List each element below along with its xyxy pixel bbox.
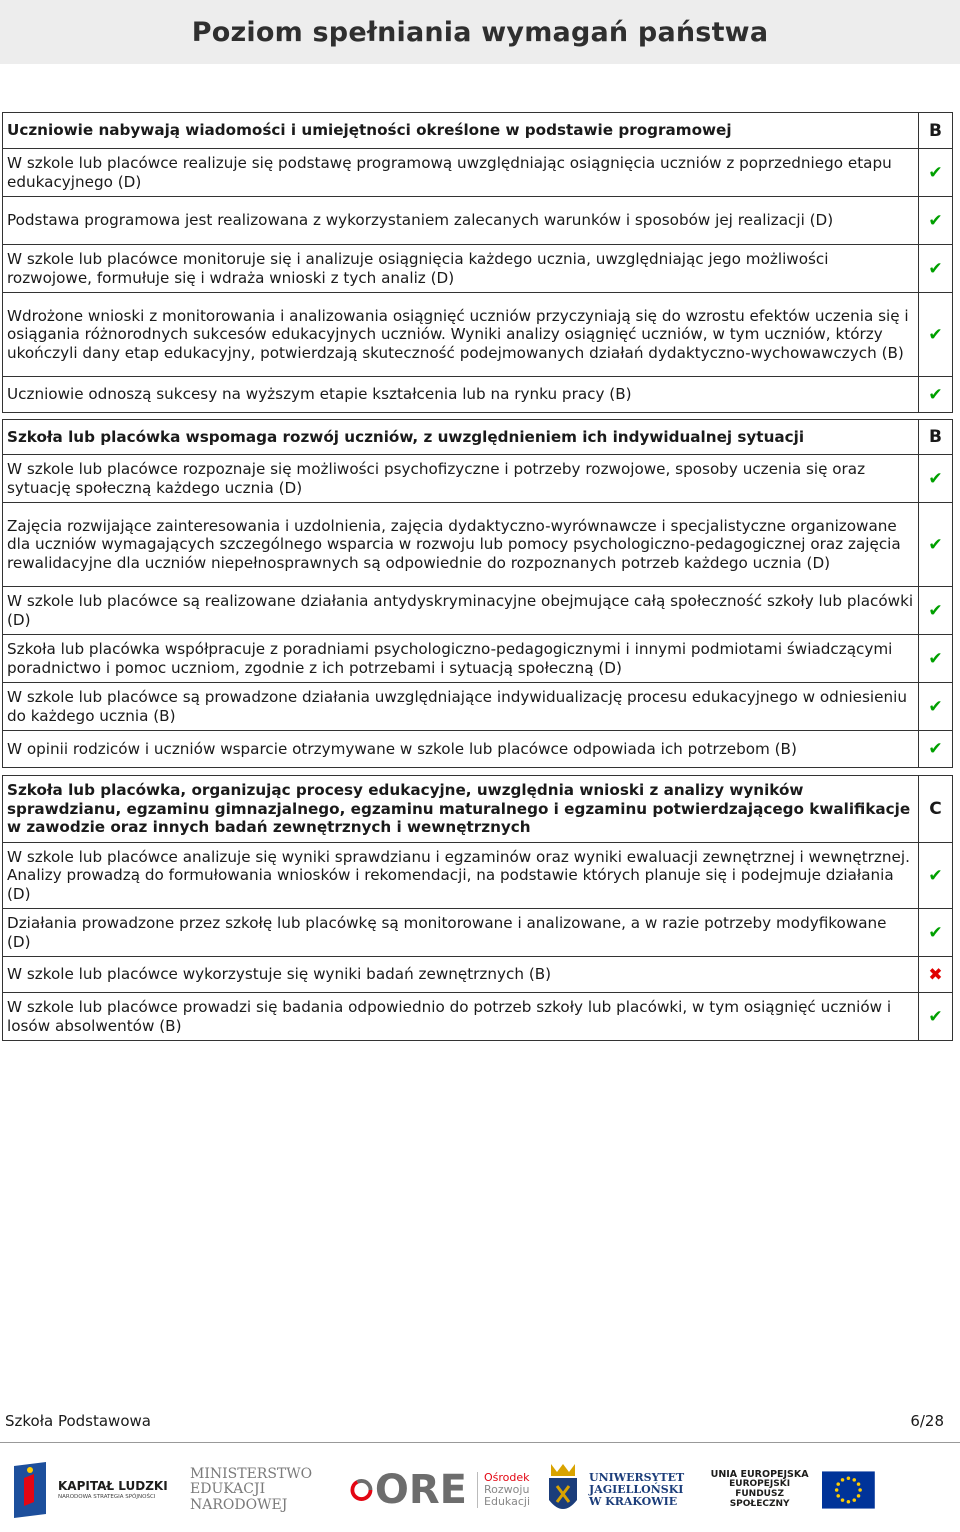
- title-bar: [0, 0, 960, 64]
- criterion-row: [3, 197, 953, 245]
- criterion-row: [3, 245, 953, 293]
- check-icon: ✔: [919, 683, 953, 731]
- ore-line-2: Rozwoju: [484, 1482, 530, 1496]
- criterion-text: Uczniowie odnoszą sukcesy na wyższym etapie kształcenia lub na rynku pracy (B): [3, 377, 919, 413]
- men-line-3: NARODOWEJ: [190, 1496, 288, 1513]
- criterion-text: Wdrożone wnioski z monitorowania i analizowania osiągnięć uczniów przyczyniają się do wzrostu efektów uczenia się i osiągania różnorodnych sukcesów edukacyjnych uczniów. Wyniki analizy osiągnięć uczniów, w tym uczniów, którzy ukończyli dany etap edukacyjny, potwierdzają skuteczność podejmowanych działań dydaktyczno-wychowawczych (B): [3, 293, 919, 377]
- eu-line-1: UNIA EUROPEJSKA: [710, 1468, 809, 1480]
- check-icon: ✔: [919, 635, 953, 683]
- level-badge: C: [919, 776, 953, 843]
- ore-line-1: Ośrodek: [484, 1470, 530, 1484]
- men-line-2: EDUKACJI: [190, 1481, 266, 1498]
- criterion-text: W szkole lub placówce rozpoznaje się możliwości psychofizyczne i potrzeby rozwojowe, sposoby uczenia się oraz sytuację społeczną każdego ucznia (D): [3, 455, 919, 503]
- criterion-row: [3, 149, 953, 197]
- ore-wordmark: ORE: [374, 1467, 468, 1513]
- kapital-ludzki-title: KAPITAŁ LUDZKI: [58, 1479, 168, 1494]
- criterion-text: Szkoła lub placówka współpracuje z poradniami psychologiczno-pedagogicznymi i innymi podmiotami świadczącymi poradnictwo i pomoc uczniom, zgodnie z ich potrzebami i sytuacją społeczną (D): [3, 635, 919, 683]
- check-icon: ✔: [919, 993, 953, 1041]
- criterion-text: W szkole lub placówce są realizowane działania antydyskryminacyjne obejmujące całą społeczność szkoły lub placówki (D): [3, 587, 919, 635]
- uj-line-2: JAGIELLOŃSKI: [589, 1482, 684, 1496]
- check-icon: ✔: [919, 149, 953, 197]
- page-title: Poziom spełniania wymagań państwa: [191, 16, 769, 48]
- ore-line-3: Edukacji: [484, 1495, 530, 1509]
- uj-logo: [545, 1458, 695, 1522]
- requirement-table-3: [2, 775, 953, 1041]
- eu-logo: [705, 1458, 875, 1522]
- criterion-text: Zajęcia rozwijające zainteresowania i uzdolnienia, zajęcia dydaktyczno-wyrównawcze i specjalistyczne organizowane dla uczniów wymagających szczególnego wsparcia w rozwoju lub pomocy psychologiczno-pedagogicznej oraz zajęcia rewalidacyjne dla uczniów niepełnosprawnych są odpowiednie do rozpoznanych potrzeb każdego ucznia (D): [3, 503, 919, 587]
- criterion-row: [3, 503, 953, 587]
- level-badge: B: [919, 420, 953, 455]
- uj-line-3: W KRAKOWIE: [589, 1495, 678, 1509]
- check-icon: ✔: [919, 377, 953, 413]
- sponsor-logos: [0, 1450, 960, 1530]
- eu-flag-icon: [822, 1471, 875, 1509]
- criterion-row: [3, 909, 953, 957]
- check-icon: ✔: [919, 731, 953, 768]
- men-line-1: MINISTERSTWO: [190, 1465, 313, 1482]
- requirement-heading-row: [3, 776, 953, 843]
- footer-page-number: 6/28: [910, 1412, 944, 1430]
- criterion-text: Podstawa programowa jest realizowana z wykorzystaniem zalecanych warunków i sposobów jej realizacji (D): [3, 197, 919, 245]
- requirement-table-1: [2, 112, 953, 413]
- requirement-table-2: [2, 419, 953, 768]
- level-badge: B: [919, 113, 953, 149]
- footer-school-type: Szkoła Podstawowa: [5, 1412, 151, 1430]
- requirement-heading-row: [3, 420, 953, 455]
- criterion-text: W szkole lub placówce prowadzi się badania odpowiednio do potrzeb szkoły lub placówki, w tym osiągnięć uczniów i losów absolwentów (B): [3, 993, 919, 1041]
- check-icon: ✔: [919, 843, 953, 909]
- ore-logo: [350, 1458, 530, 1522]
- criterion-row: [3, 635, 953, 683]
- cross-icon: ✖: [919, 957, 953, 993]
- criterion-row: [3, 377, 953, 413]
- requirement-heading: Szkoła lub placówka wspomaga rozwój uczniów, z uwzględnieniem ich indywidualnej sytuacji: [3, 420, 919, 455]
- requirement-heading: Uczniowie nabywają wiadomości i umiejętności określone w podstawie programowej: [3, 113, 919, 149]
- kapital-ludzki-emblem-icon: [10, 1462, 50, 1518]
- ore-ring-icon: [350, 1466, 373, 1514]
- uj-line-1: UNIWERSYTET: [589, 1470, 685, 1484]
- check-icon: ✔: [919, 455, 953, 503]
- criterion-text: Działania prowadzone przez szkołę lub placówkę są monitorowane i analizowane, a w razie potrzeby modyfikowane (D): [3, 909, 919, 957]
- criterion-row: [3, 587, 953, 635]
- criterion-text: W szkole lub placówce monitoruje się i analizuje osiągnięcia każdego ucznia, uwzględniając jego możliwości rozwojowe, formułuje się i wdraża wnioski z tych analiz (D): [3, 245, 919, 293]
- men-logo: [190, 1458, 313, 1522]
- eu-line-3: FUNDUSZ SPOŁECZNY: [729, 1489, 790, 1510]
- eu-line-2: EUROPEJSKI: [729, 1479, 791, 1490]
- kapital-ludzki-logo: [10, 1458, 170, 1522]
- footer-divider: [0, 1442, 960, 1443]
- uj-crest-icon: [545, 1462, 581, 1518]
- criterion-row: [3, 293, 953, 377]
- criterion-row: [3, 993, 953, 1041]
- criterion-row: [3, 683, 953, 731]
- criterion-text: W szkole lub placówce realizuje się podstawę programową uwzględniając osiągnięcia uczniów z poprzedniego etapu edukacyjnego (D): [3, 149, 919, 197]
- check-icon: ✔: [919, 503, 953, 587]
- kapital-ludzki-subtitle: NARODOWA STRATEGIA SPÓJNOŚCI: [58, 1493, 156, 1500]
- criterion-row: [3, 843, 953, 909]
- criterion-row: [3, 455, 953, 503]
- criterion-text: W szkole lub placówce są prowadzone działania uwzględniające indywidualizację procesu edukacyjnego w odniesieniu do każdego ucznia (B): [3, 683, 919, 731]
- check-icon: ✔: [919, 909, 953, 957]
- requirement-heading: Szkoła lub placówka, organizując procesy edukacyjne, uwzględnia wnioski z analizy wyników sprawdzianu, egzaminu gimnazjalnego, egzaminu maturalnego i egzaminu potwierdzającego kwalifikacje w zawodzie oraz innych badań zewnętrznych i wewnętrznych: [3, 776, 919, 843]
- check-icon: ✔: [919, 197, 953, 245]
- criterion-text: W opinii rodziców i uczniów wsparcie otrzymywane w szkole lub placówce odpowiada ich potrzebom (B): [3, 731, 919, 768]
- check-icon: ✔: [919, 587, 953, 635]
- requirement-heading-row: [3, 113, 953, 149]
- check-icon: ✔: [919, 245, 953, 293]
- criterion-text: W szkole lub placówce wykorzystuje się wyniki badań zewnętrznych (B): [3, 957, 919, 993]
- check-icon: ✔: [919, 293, 953, 377]
- criterion-text: W szkole lub placówce analizuje się wyniki sprawdzianu i egzaminów oraz wyniki ewaluacji zewnętrznej i wewnętrznej. Analizy prowadzą do formułowania wniosków i rekomendacji, na podstawie których planuje się i podejmuje działania (D): [3, 843, 919, 909]
- criterion-row: [3, 731, 953, 768]
- criterion-row: [3, 957, 953, 993]
